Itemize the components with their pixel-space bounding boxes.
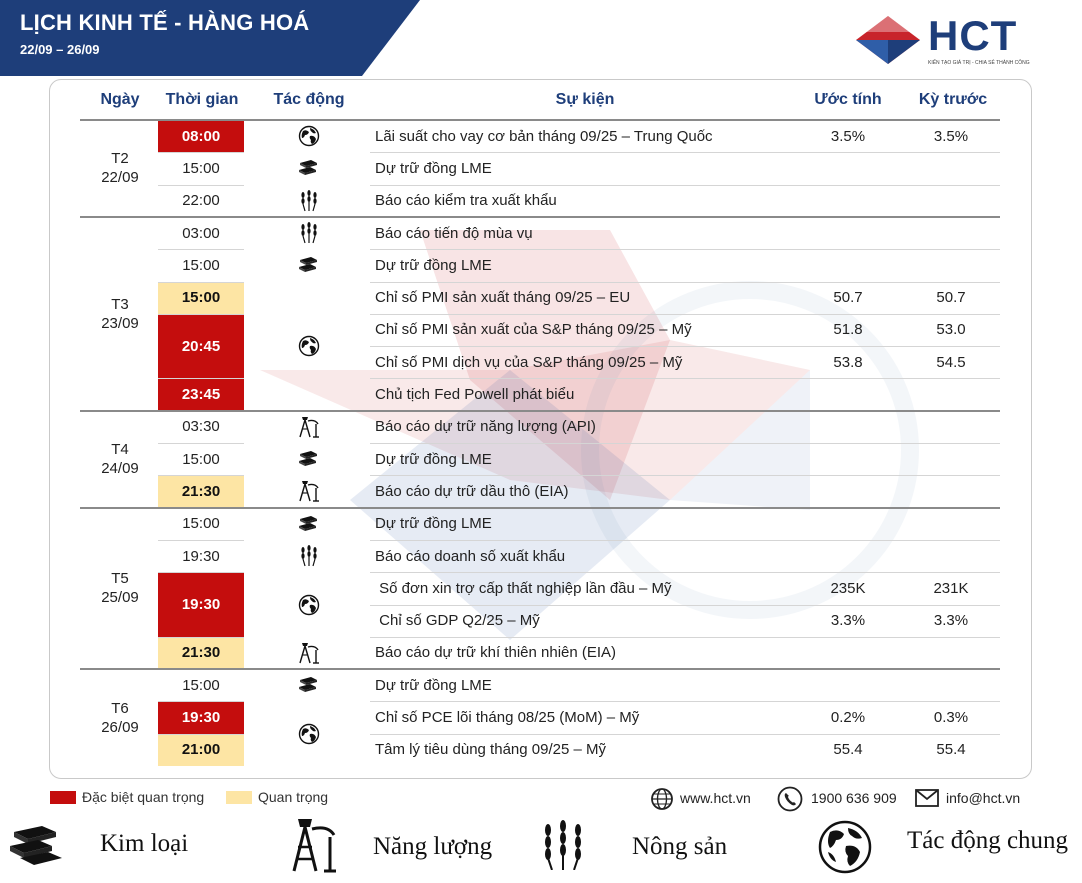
row-divider: [370, 185, 1000, 186]
day-label: [80, 295, 160, 333]
day-date: 23/09: [101, 314, 139, 332]
row-divider: [158, 185, 244, 186]
logo-diamond-icon: [854, 12, 924, 72]
event-forecast: 3.3%: [830, 612, 866, 630]
row-divider: [158, 734, 244, 735]
event-name: Dự trữ đồng LME: [375, 450, 492, 468]
legend-yellow-label: Quan trọng: [258, 789, 329, 805]
row-divider: [158, 314, 244, 315]
day-divider: [80, 507, 1000, 509]
day-date: 26/09: [101, 718, 139, 736]
metal-bars-icon: [298, 513, 320, 535]
metal-bars-icon: [298, 157, 320, 179]
logo-text: HCT: [928, 12, 1018, 59]
event-time: 03:30: [182, 418, 220, 436]
event-forecast: 53.8: [833, 353, 863, 371]
column-header-event: Sự kiện: [555, 91, 615, 108]
event-previous: 54.5: [936, 353, 966, 371]
event-previous: [906, 508, 996, 540]
day-divider: [80, 119, 1000, 121]
event-name: Báo cáo doanh số xuất khẩu: [375, 547, 566, 565]
logo-slogan: KIẾN TẠO GIÁ TRỊ - CHIA SẺ THÀNH CÔNG: [928, 60, 1030, 66]
row-divider: [370, 637, 1000, 638]
day-label: [80, 569, 160, 607]
globe-icon: [298, 335, 320, 357]
day-date: 24/09: [101, 460, 139, 478]
row-divider: [370, 443, 1000, 444]
row-divider: [370, 282, 1000, 283]
event-name: Số đơn xin trợ cấp thất nghiệp lần đầu – Mỹ: [375, 579, 672, 597]
event-time: 21:00: [158, 734, 244, 766]
event-name: Dự trữ đồng LME: [375, 256, 492, 274]
event-forecast: [798, 508, 898, 540]
event-time: 21:30: [158, 475, 244, 507]
column-header-forecast: Ước tính: [814, 91, 882, 108]
column-header-day: Ngày: [100, 91, 140, 108]
oil-rig-icon: [298, 416, 320, 438]
event-previous: [906, 443, 996, 475]
day-label: [80, 699, 160, 737]
event-previous: [906, 411, 996, 443]
event-forecast: 0.2%: [830, 709, 866, 727]
page-title: LỊCH KINH TẾ - HÀNG HOÁ: [20, 10, 310, 35]
event-previous: [906, 152, 996, 184]
event-forecast: 3.5%: [830, 127, 866, 145]
row-divider: [158, 637, 244, 638]
wheat-icon: [298, 545, 320, 567]
day-name: T2: [111, 150, 129, 168]
oil-rig-icon: [298, 480, 320, 502]
row-divider: [158, 443, 244, 444]
legend-red-label: Đặc biệt quan trọng: [82, 789, 205, 805]
event-previous: 55.4: [936, 741, 966, 759]
row-divider: [158, 282, 244, 283]
event-forecast: [798, 185, 898, 217]
row-divider: [370, 346, 1000, 347]
row-divider: [158, 152, 244, 153]
email-link[interactable]: info@hct.vn: [946, 790, 1021, 806]
event-name: Báo cáo tiến độ mùa vụ: [375, 224, 533, 242]
phone-icon: [777, 786, 803, 812]
event-previous: [906, 540, 996, 572]
legend-red-swatch: [50, 791, 76, 804]
event-time: 15:00: [158, 282, 244, 314]
event-forecast: 235K: [830, 579, 866, 597]
row-divider: [370, 152, 1000, 153]
phone-number[interactable]: 1900 636 909: [811, 790, 897, 806]
event-time: 15:00: [182, 159, 220, 177]
header-banner: [0, 0, 420, 76]
event-forecast: [798, 152, 898, 184]
event-name: Báo cáo dự trữ năng lượng (API): [375, 418, 596, 436]
event-forecast: 51.8: [833, 321, 863, 339]
event-previous: 53.0: [936, 321, 966, 339]
globe-icon: [298, 594, 320, 616]
event-time: 15:00: [182, 256, 220, 274]
event-name: Chỉ số PCE lõi tháng 08/25 (MoM) – Mỹ: [375, 709, 640, 727]
day-label: [80, 440, 160, 478]
event-time: 03:00: [182, 224, 220, 242]
event-name: Dự trữ đồng LME: [375, 159, 492, 177]
event-time: 23:45: [158, 378, 244, 410]
day-name: T5: [111, 570, 129, 588]
oil-rig-icon: [288, 815, 338, 873]
row-divider: [158, 701, 244, 702]
event-previous: 3.5%: [933, 127, 969, 145]
event-name: Báo cáo dự trữ dầu thô (EIA): [375, 482, 569, 500]
category-agri-label: Nông sản: [632, 833, 728, 860]
day-name: T6: [111, 699, 129, 717]
website-link[interactable]: www.hct.vn: [680, 790, 751, 806]
event-previous: 3.3%: [933, 612, 969, 630]
row-divider: [370, 314, 1000, 315]
event-forecast: [798, 217, 898, 249]
wheat-icon: [298, 222, 320, 244]
row-divider: [370, 249, 1000, 250]
event-forecast: [798, 249, 898, 281]
event-name: Chỉ số PMI dịch vụ của S&P tháng 09/25 – Mỹ: [375, 353, 683, 371]
event-forecast: [798, 475, 898, 507]
row-divider: [158, 378, 244, 379]
row-divider: [370, 605, 1000, 606]
event-previous: 231K: [933, 579, 969, 597]
row-divider: [370, 378, 1000, 379]
globe-icon: [298, 723, 320, 745]
event-previous: 50.7: [936, 289, 966, 307]
row-divider: [370, 701, 1000, 702]
event-previous: [906, 249, 996, 281]
globe-icon: [818, 820, 872, 874]
event-time: 22:00: [182, 192, 220, 210]
event-time: 19:30: [158, 572, 244, 637]
web-icon: [650, 787, 674, 811]
day-divider: [80, 216, 1000, 218]
row-divider: [158, 475, 244, 476]
event-name: Chỉ số PMI sản xuất tháng 09/25 – EU: [375, 289, 631, 307]
event-forecast: 50.7: [833, 289, 863, 307]
wheat-icon: [538, 820, 588, 870]
event-time: 19:30: [158, 701, 244, 733]
row-divider: [370, 540, 1000, 541]
day-date: 25/09: [101, 589, 139, 607]
row-divider: [370, 734, 1000, 735]
event-name: Lãi suất cho vay cơ bản tháng 09/25 – Trung Quốc: [375, 127, 713, 145]
event-name: Chỉ số GDP Q2/25 – Mỹ: [375, 612, 540, 630]
event-previous: [906, 669, 996, 701]
event-forecast: [798, 378, 898, 410]
metal-bars-icon: [298, 448, 320, 470]
event-previous: [906, 217, 996, 249]
row-divider: [158, 540, 244, 541]
oil-rig-icon: [298, 642, 320, 664]
row-divider: [158, 572, 244, 573]
day-date: 22/09: [101, 169, 139, 187]
day-name: T4: [111, 441, 129, 459]
event-forecast: [798, 443, 898, 475]
day-name: T3: [111, 295, 129, 313]
row-divider: [370, 475, 1000, 476]
event-forecast: [798, 411, 898, 443]
event-forecast: [798, 637, 898, 669]
day-label: [80, 149, 160, 187]
row-divider: [158, 249, 244, 250]
event-name: Báo cáo kiểm tra xuất khẩu: [375, 192, 557, 210]
column-header-time: Thời gian: [165, 91, 239, 108]
category-general-label: Tác động chung: [907, 827, 1069, 854]
event-time: 15:00: [182, 450, 220, 468]
event-previous: [906, 185, 996, 217]
event-forecast: [798, 669, 898, 701]
event-name: Dự trữ đồng LME: [375, 515, 492, 533]
event-forecast: [798, 540, 898, 572]
day-divider: [80, 410, 1000, 412]
metal-bars-icon: [298, 254, 320, 276]
event-previous: 0.3%: [933, 709, 969, 727]
event-name: Dự trữ đồng LME: [375, 676, 492, 694]
calendar-table: [49, 79, 1032, 779]
event-time: 15:00: [182, 676, 220, 694]
event-time: 15:00: [182, 515, 220, 533]
legend-yellow-swatch: [226, 791, 252, 804]
category-metal-label: Kim loại: [100, 830, 189, 857]
email-icon: [914, 788, 940, 808]
category-energy-label: Năng lượng: [373, 833, 493, 860]
event-previous: [906, 637, 996, 669]
globe-icon: [298, 125, 320, 147]
hct-logo: [854, 12, 1044, 72]
wheat-icon: [298, 190, 320, 212]
metal-bars-icon: [298, 674, 320, 696]
column-header-impact: Tác động: [273, 91, 345, 108]
event-time: 19:30: [182, 547, 220, 565]
date-range: 22/09 – 26/09: [20, 42, 100, 57]
event-previous: [906, 475, 996, 507]
event-forecast: 55.4: [833, 741, 863, 759]
event-name: Tâm lý tiêu dùng tháng 09/25 – Mỹ: [375, 741, 606, 759]
event-previous: [906, 378, 996, 410]
day-divider: [80, 668, 1000, 670]
metal-bars-icon: [8, 822, 62, 868]
column-header-previous: Kỳ trước: [918, 91, 988, 108]
event-time: 08:00: [158, 120, 244, 152]
event-name: Chủ tịch Fed Powell phát biểu: [375, 386, 575, 404]
event-name: Báo cáo dự trữ khí thiên nhiên (EIA): [375, 644, 617, 662]
row-divider: [370, 572, 1000, 573]
event-time: 21:30: [158, 637, 244, 669]
event-name: Chỉ số PMI sản xuất của S&P tháng 09/25 – Mỹ: [375, 321, 692, 339]
event-time: 20:45: [158, 314, 244, 379]
